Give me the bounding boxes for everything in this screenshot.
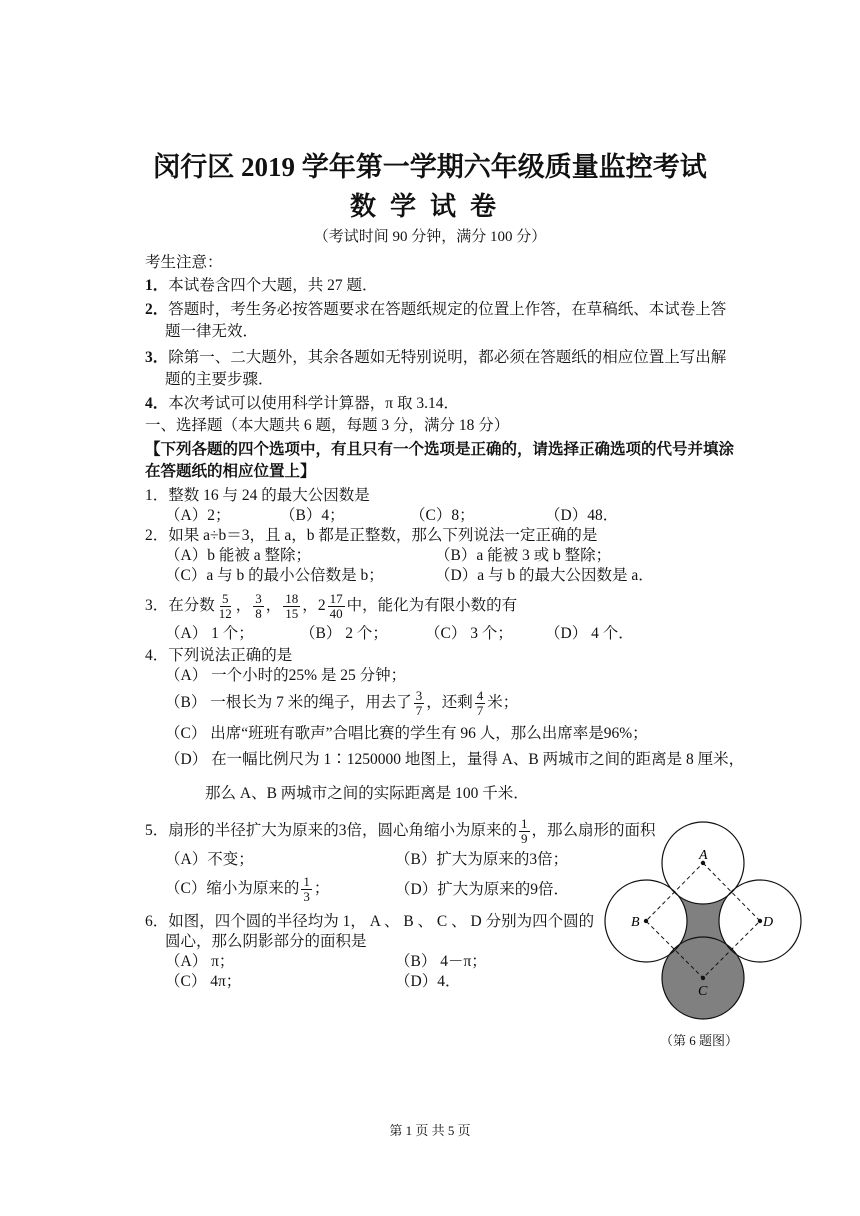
section1-instruction-1: 【下列各题的四个选项中，有且只有一个选项是正确的，请选择正确选项的代号并填涂 [145,441,735,458]
q4-stem: 4．下列说法正确的是 [145,647,293,664]
q6-stem-1: 6．如图，四个圆的半径均为 1， A 、 B 、 C 、 D 分别为四个圆的 [145,913,595,930]
exam-info: （考试时间 90 分钟，满分 100 分） [313,229,547,245]
q3-fraction-1: $\frac{5}{12}$ [218,590,232,621]
q3-option-d: （D） 4 个． [545,625,634,642]
q1-option-a: （A）2； [165,507,231,524]
q6-option-a: （A） π； [165,953,235,970]
q4-option-b: （B） 一根长为 7 米的绳子，用去了 $\frac{3}{7}$ ，还剩 $\frac{4}{7}$ 米； [165,687,519,718]
section1-instruction-2: 在答题纸的相应位置上】 [145,463,316,480]
q4-option-c: （C） 出席“班班有歌声”合唱比赛的学生有 96 人，那么出席率是96%； [165,725,648,742]
q3-option-c: （C） 3 个； [425,625,513,642]
label-a: A [699,848,708,863]
notice-item-4: 4．本次考试可以使用科学计算器，π 取 3.14． [145,395,459,412]
q2-option-b: （B）a 能被 3 或 b 整除； [435,547,612,564]
notice-item-2-cont: 题一律无效． [165,323,259,340]
notice-item-1: 1．本试卷含四个大题，共 27 题． [145,277,378,294]
label-b: B [631,915,640,930]
notice-item-2: 2．答题时，考生务必按答题要求在答题纸规定的位置上作答，在草稿纸、本试卷上答 [145,301,727,318]
notice-heading: 考生注意： [145,254,223,271]
q5-option-a: （A）不变； [165,851,254,868]
q5-stem: 5．扇形的半径扩大为原来的3倍，圆心角缩小为原来的 $\frac{1}{9}$ ，那么扇形的面积 [145,815,656,846]
notice-item-3-cont: 题的主要步骤． [165,371,274,388]
q3-option-b: （B） 2 个； [300,625,388,642]
page-subtitle: 数学试卷 [349,192,510,221]
q2-option-d: （D）a 与 b 的最大公因数是 a． [435,567,654,584]
q5-option-d: （D）扩大为原来的9倍． [395,881,569,898]
q6-option-b: （B） 4－π； [395,953,487,970]
q2-option-c: （C）a 与 b 的最小公倍数是 b； [165,567,384,584]
q3-fraction-2: $\frac{3}{8}$ [255,590,262,621]
q6-option-d: （D）4． [395,973,461,990]
q1-option-c: （C）8； [410,507,475,524]
page-title: 闵行区 2019 学年第一学期六年级质量监控考试 [153,152,707,182]
q3-option-a: （A） 1 个； [165,625,254,642]
q4-option-a: （A） 一个小时的25% 是 25 分钟； [165,667,407,684]
q4-option-d-2: 那么 A、B 两城市之间的实际距离是 100 千米． [205,785,529,802]
label-c: C [698,984,708,999]
four-circles-figure [590,815,820,1030]
q3-stem: 3．在分数 $\frac{5}{12}$ ， $\frac{3}{8}$ ， $\frac{18}{15}$ ， 2 $\frac{17}{40}$ 中，能化为有限小数的有 [145,590,518,621]
q1-option-b: （B）4； [280,507,345,524]
label-d: D [763,915,774,930]
q2-stem: 2．如果 a÷b＝3，且 a，b 都是正整数，那么下列说法一定正确的是 [145,527,598,544]
q4-option-d-1: （D） 在一幅比例尺为 1∶1250000 地图上，量得 A、B 两城市之间的距离是 8 厘米， [165,751,745,768]
q5-option-c: （C）缩小为原来的 $\frac{1}{3}$ ； [165,873,330,904]
figure-caption: （第 6 题图） [660,1033,739,1048]
q6-stem-2: 圆心，那么阴影部分的面积是 [165,933,367,950]
q3-fraction-4: $\frac{17}{40}$ [329,590,343,621]
q6-option-c: （C） 4π； [165,973,242,990]
q3-fraction-3: $\frac{18}{15}$ [285,590,299,621]
q1-stem: 1．整数 16 与 24 的最大公因数是 [145,487,370,504]
page-footer: 第 1 页 共 5 页 [389,1123,471,1138]
q1-option-d: （D）48． [545,507,619,524]
notice-item-3: 3．除第一、二大题外，其余各题如无特别说明，都必须在答题纸的相应位置上写出解 [145,349,727,366]
section1-heading: 一、选择题（本大题共 6 题，每题 3 分，满分 18 分） [145,417,510,434]
q2-option-a: （A）b 能被 a 整除； [165,547,311,564]
q5-option-b: （B）扩大为原来的3倍； [395,851,569,868]
